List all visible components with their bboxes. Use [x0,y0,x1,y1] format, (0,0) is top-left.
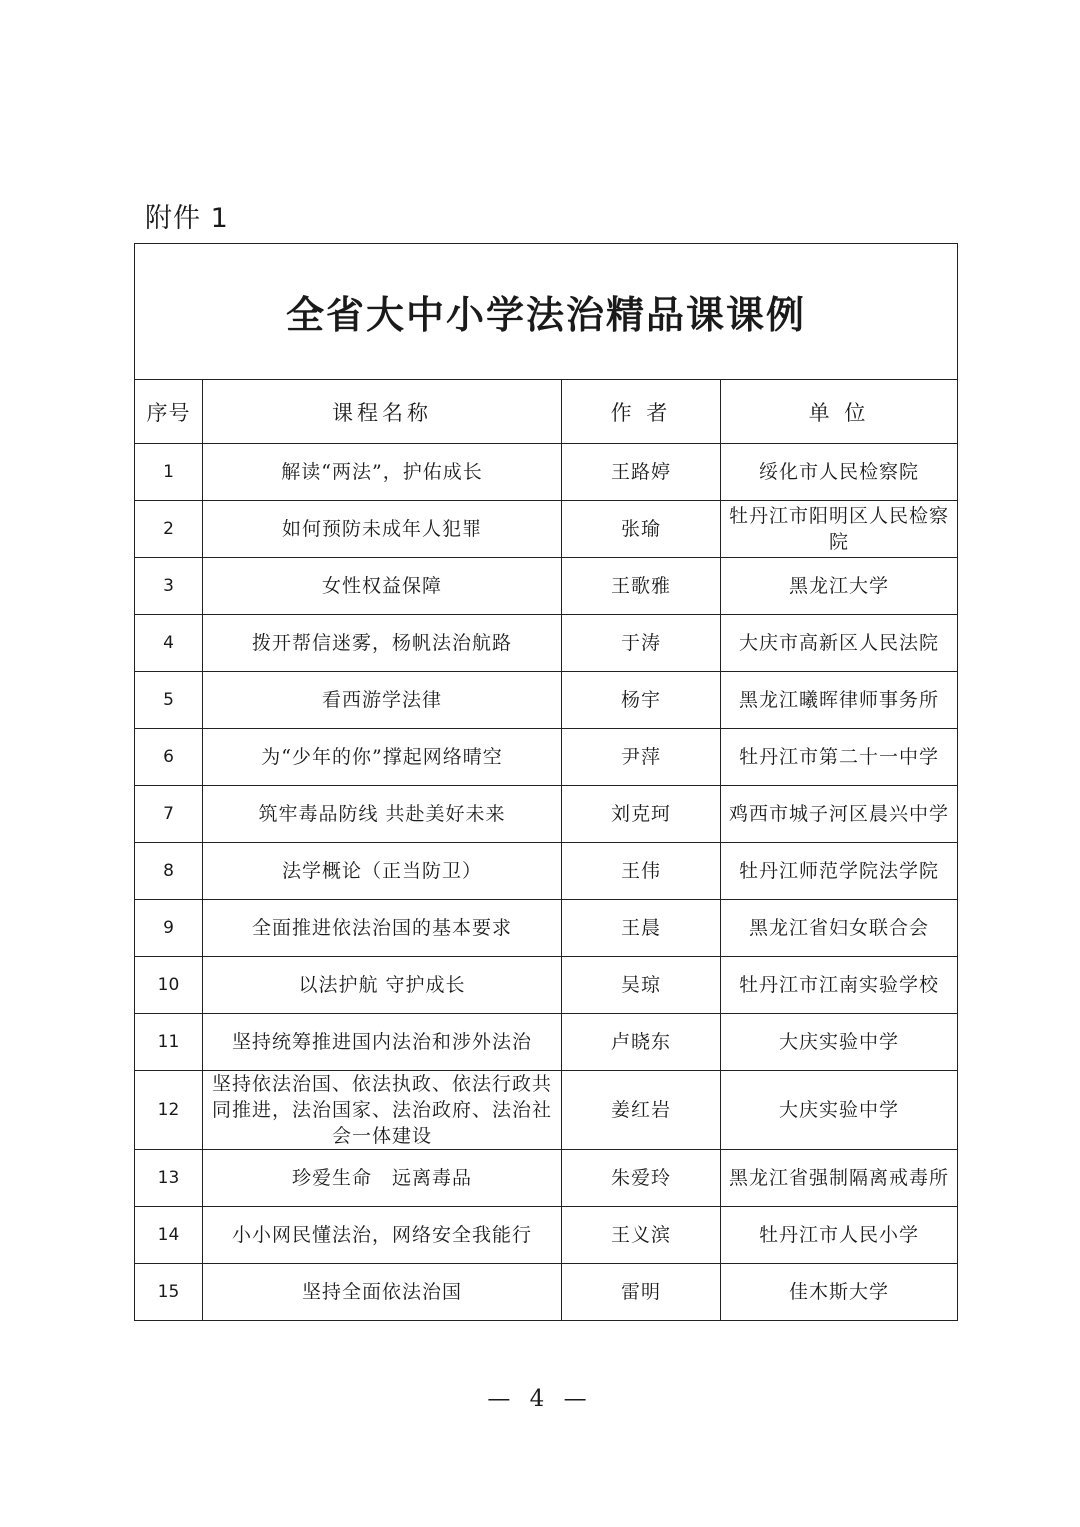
row-unit: 佳木斯大学 [721,1264,958,1321]
row-course: 坚持统筹推进国内法治和涉外法治 [203,1014,562,1071]
row-number: 10 [135,957,203,1014]
table-title: 全省大中小学法治精品课课例 [135,244,958,380]
row-course: 看西游学法律 [203,672,562,729]
row-number: 15 [135,1264,203,1321]
row-course: 女性权益保障 [203,558,562,615]
row-number: 14 [135,1207,203,1264]
table-row [135,957,958,1014]
row-number: 12 [135,1071,203,1150]
row-number: 2 [135,501,203,558]
row-course: 坚持依法治国、依法执政、依法行政共同推进，法治国家、法治政府、法治社会一体建设 [203,1071,562,1150]
row-unit: 绥化市人民检察院 [721,444,958,501]
table-row [135,729,958,786]
row-unit: 牡丹江市阳明区人民检察院 [721,501,958,558]
table-row [135,1014,958,1071]
table-row [135,843,958,900]
row-number: 8 [135,843,203,900]
row-number: 3 [135,558,203,615]
table-row [135,444,958,501]
table-title-row [135,244,958,380]
row-author: 张瑜 [562,501,721,558]
row-number: 13 [135,1150,203,1207]
row-course: 以法护航 守护成长 [203,957,562,1014]
row-course: 为“少年的你”撑起网络晴空 [203,729,562,786]
row-course: 全面推进依法治国的基本要求 [203,900,562,957]
row-author: 姜红岩 [562,1071,721,1150]
row-unit: 黑龙江曦晖律师事务所 [721,672,958,729]
row-course: 拨开帮信迷雾，杨帆法治航路 [203,615,562,672]
header-course: 课程名称 [203,380,562,444]
row-unit: 大庆实验中学 [721,1071,958,1150]
page-number: — 4 — [487,1386,593,1412]
header-number: 序号 [135,380,203,444]
row-author: 刘克珂 [562,786,721,843]
row-number: 11 [135,1014,203,1071]
row-author: 王晨 [562,900,721,957]
table-row [135,786,958,843]
row-author: 于涛 [562,615,721,672]
row-author: 王义滨 [562,1207,721,1264]
row-number: 4 [135,615,203,672]
row-author: 王路婷 [562,444,721,501]
row-author: 雷明 [562,1264,721,1321]
row-author: 卢晓东 [562,1014,721,1071]
row-author: 王伟 [562,843,721,900]
table-row [135,1071,958,1150]
row-number: 6 [135,729,203,786]
row-number: 5 [135,672,203,729]
row-unit: 黑龙江大学 [721,558,958,615]
row-unit: 黑龙江省妇女联合会 [721,900,958,957]
table-row [135,1150,958,1207]
course-table [134,243,958,1321]
row-author: 朱爱玲 [562,1150,721,1207]
table-row [135,615,958,672]
row-author: 王歌雅 [562,558,721,615]
row-author: 杨宇 [562,672,721,729]
row-course: 筑牢毒品防线 共赴美好未来 [203,786,562,843]
header-unit: 单 位 [721,380,958,444]
table-row [135,1264,958,1321]
table-row [135,900,958,957]
row-unit: 牡丹江市江南实验学校 [721,957,958,1014]
table-row [135,558,958,615]
row-unit: 大庆市高新区人民法院 [721,615,958,672]
row-course: 小小网民懂法治，网络安全我能行 [203,1207,562,1264]
header-author: 作 者 [562,380,721,444]
row-number: 7 [135,786,203,843]
row-number: 9 [135,900,203,957]
row-course: 法学概论（正当防卫） [203,843,562,900]
row-unit: 大庆实验中学 [721,1014,958,1071]
row-unit: 黑龙江省强制隔离戒毒所 [721,1150,958,1207]
row-unit: 牡丹江市第二十一中学 [721,729,958,786]
row-number: 1 [135,444,203,501]
table-header-row [135,380,958,444]
row-course: 珍爱生命 远离毒品 [203,1150,562,1207]
row-unit: 牡丹江师范学院法学院 [721,843,958,900]
row-author: 吴琼 [562,957,721,1014]
row-course: 如何预防未成年人犯罪 [203,501,562,558]
row-unit: 牡丹江市人民小学 [721,1207,958,1264]
row-course: 坚持全面依法治国 [203,1264,562,1321]
table-row [135,1207,958,1264]
row-author: 尹萍 [562,729,721,786]
table-row [135,672,958,729]
row-unit: 鸡西市城子河区晨兴中学 [721,786,958,843]
row-course: 解读“两法”，护佑成长 [203,444,562,501]
table-row [135,501,958,558]
attachment-label: 附件 1 [145,203,229,234]
